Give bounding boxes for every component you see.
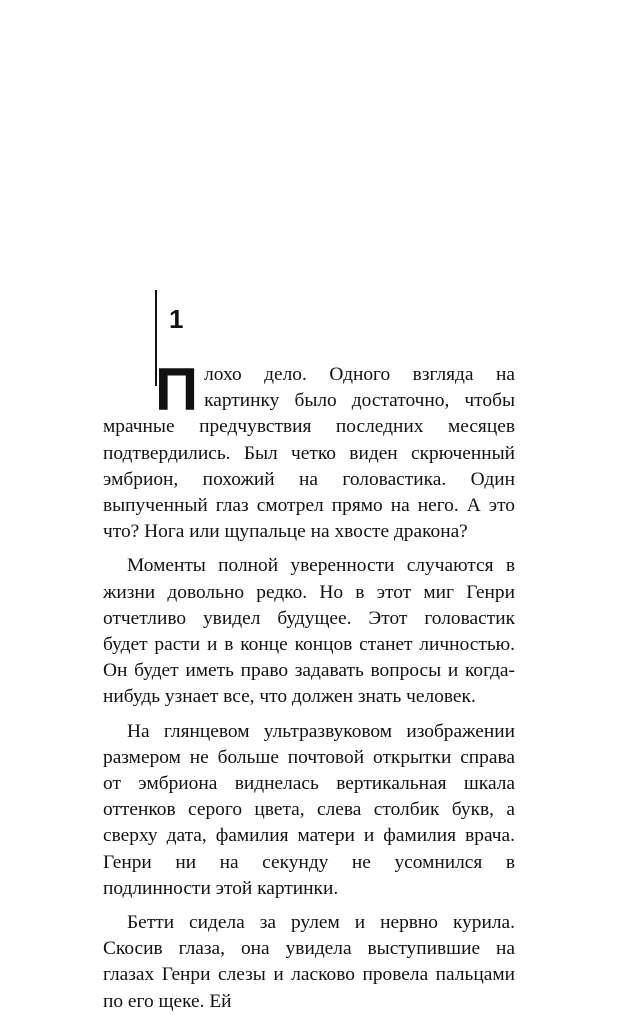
chapter-number: 1: [169, 304, 184, 334]
paragraph-3: На глянцевом ультразвуковом изображении размером не больше почтовой открытки справа от эмбриона виднелась вертикальная шкала оттенков серого цвета, слева столбик букв, а сверху дата, фамилия матери и фамилия врача. Генри ни на секунду не усомнился в подлинности этой картинки.: [103, 720, 515, 899]
paragraph-2: Моменты полной уверенности случаются в жизни довольно редко. Но в этот миг Генри отчетливо увидел будущее. Этот головастик будет расти и в конце концов станет личностью. Он будет иметь право задавать вопросы и когда-нибудь узнает все, что должен знать человек.: [103, 555, 515, 708]
drop-cap: П: [155, 356, 199, 423]
paragraph-1-text: лохо дело. Одного взгляда на картинку было достаточно, чтобы мрачные предчувствия последних месяцев подтвердились. Был четко виден скрюченный эмбрион, похожий на головастика. Один выпученный глаз смотрел прямо на него. А это что? Нога или щупальце на хвосте дракона?: [103, 364, 515, 543]
paragraph-4: Бетти сидела за рулем и нервно курила. Скосив глаза, она увидела выступившие на глазах Генри слезы и ласково провела пальцами по его щеке. Ей: [103, 912, 515, 1012]
paragraph-1: [103, 356, 515, 545]
body-text: [103, 356, 515, 1015]
